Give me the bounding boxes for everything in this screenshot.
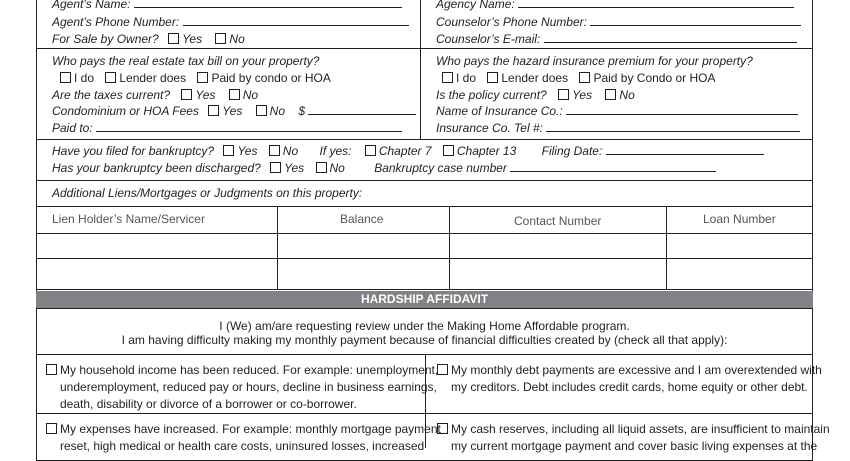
- fsbo-label: For Sale by Owner?: [52, 32, 159, 46]
- policy-no-checkbox[interactable]: [605, 89, 616, 100]
- bankruptcy-filed-row: [52, 144, 764, 158]
- insurance-company-field[interactable]: [566, 104, 798, 115]
- expenses-increased-checkbox[interactable]: [46, 423, 57, 434]
- liens-table-top: [36, 206, 813, 207]
- taxes-current-no-checkbox[interactable]: [229, 89, 240, 100]
- insurance-question: Who pays the hazard insurance premium for your property?: [436, 54, 753, 68]
- tax-lender-checkbox[interactable]: [105, 72, 116, 83]
- hoa-fees-row: [52, 104, 416, 118]
- hardship-title: HARDSHIP AFFIDAVIT: [360, 292, 489, 306]
- bankruptcy-filed-label: Have you filed for bankruptcy?: [52, 144, 215, 158]
- upper-divider: [420, 0, 421, 139]
- liens-header-balance: Balance: [340, 212, 384, 226]
- debt-line-2: my creditors. Debt includes credit cards, home equity or other debt.: [451, 380, 808, 394]
- hardship-item-income: [46, 362, 438, 413]
- expenses-line-2: reset, high medical or health care costs, uninsured losses, increased: [60, 439, 425, 453]
- tax-lender-label: Lender does: [119, 71, 187, 85]
- fsbo-yes-label: Yes: [182, 32, 203, 46]
- insurance-options-row: [442, 71, 716, 85]
- fsbo-row: [52, 32, 245, 46]
- bk-disch-no-label: No: [329, 161, 345, 175]
- tax-i-do-label: I do: [74, 71, 95, 85]
- policy-current-row: [436, 88, 635, 102]
- bk-filed-no-label: No: [282, 144, 299, 158]
- fsbo-no-label: No: [229, 32, 245, 46]
- liens-cell-r1-c1[interactable]: [37, 234, 277, 258]
- hardship-title-underline: [36, 308, 813, 309]
- bk-filed-yes-label: Yes: [237, 144, 258, 158]
- bk-filed-yes-checkbox[interactable]: [223, 145, 234, 156]
- paid-to-row: [52, 121, 402, 135]
- row-divider-2: [36, 139, 813, 140]
- bk-disch-no-checkbox[interactable]: [316, 162, 327, 173]
- chapter13-checkbox[interactable]: [443, 145, 454, 156]
- tax-i-do-checkbox[interactable]: [60, 72, 71, 83]
- fsbo-no-checkbox[interactable]: [215, 33, 226, 44]
- liens-header-lienholder: Lien Holder’s Name/Servicer: [52, 212, 205, 226]
- bankruptcy-discharged-row: [52, 161, 716, 175]
- liens-cell-r2-c4[interactable]: [667, 259, 812, 289]
- insurance-tel-row: [436, 121, 800, 135]
- tax-condo-label: Paid by condo or HOA: [211, 71, 331, 85]
- insurance-tel-label: Insurance Co. Tel #:: [436, 121, 543, 135]
- counselor-phone-label: Counselor’s Phone Number:: [436, 15, 587, 29]
- bk-disch-yes-checkbox[interactable]: [270, 162, 281, 173]
- liens-header-contact: Contact Number: [514, 214, 602, 228]
- tax-question: Who pays the real estate tax bill on your property?: [52, 54, 320, 68]
- paid-to-field[interactable]: [96, 121, 402, 132]
- fsbo-yes-checkbox[interactable]: [168, 33, 179, 44]
- hoa-no-checkbox[interactable]: [256, 105, 267, 116]
- chapter7-checkbox[interactable]: [365, 145, 376, 156]
- hoa-yes-checkbox[interactable]: [208, 105, 219, 116]
- liens-cell-r1-c4[interactable]: [667, 234, 812, 258]
- ins-lender-label: Lender does: [501, 71, 569, 85]
- case-number-label: Bankruptcy case number: [374, 161, 507, 175]
- agent-phone-row: [52, 15, 409, 29]
- insurance-company-label: Name of Insurance Co.:: [436, 104, 563, 118]
- bankruptcy-discharged-label: Has your bankruptcy been discharged?: [52, 161, 261, 175]
- agent-name-field[interactable]: [134, 0, 402, 8]
- income-line-1: My household income has been reduced. For example: unemployment,: [60, 363, 439, 377]
- hardship-item-debt: [437, 362, 822, 396]
- hardship-row-divider: [36, 413, 813, 414]
- cash-line-2: my current mortgage payment and cover basic living expenses at the: [451, 439, 818, 453]
- hoa-amount-field[interactable]: [308, 104, 416, 115]
- liens-cell-r2-c3[interactable]: [450, 259, 666, 289]
- agent-phone-label: Agent’s Phone Number:: [52, 15, 180, 29]
- hoa-dollar-sign: $: [298, 104, 306, 118]
- taxes-current-yes-checkbox[interactable]: [181, 89, 192, 100]
- tax-condo-checkbox[interactable]: [197, 72, 208, 83]
- ins-condo-label: Paid by Condo or HOA: [593, 71, 716, 85]
- agency-name-label: Agency Name:: [436, 0, 515, 11]
- counselor-email-field[interactable]: [544, 32, 797, 43]
- taxes-current-label: Are the taxes current?: [52, 88, 171, 102]
- hardship-item-expenses: [46, 421, 441, 455]
- liens-cell-r2-c2[interactable]: [278, 259, 449, 289]
- agent-name-row: [52, 0, 402, 11]
- liens-heading: Additional Liens/Mortgages or Judgments on this property:: [52, 186, 363, 200]
- chapter7-label: Chapter 7: [378, 144, 432, 158]
- liens-cell-r1-c3[interactable]: [450, 234, 666, 258]
- cash-insufficient-checkbox[interactable]: [437, 423, 448, 434]
- taxes-current-no-label: No: [242, 88, 259, 102]
- filing-date-label: Filing Date:: [541, 144, 603, 158]
- liens-header-loan: Loan Number: [703, 212, 776, 226]
- agent-name-label: Agent’s Name:: [52, 0, 131, 11]
- hardship-intro-1: I (We) am/are requesting review under the Making Home Affordable program.: [219, 319, 630, 333]
- agent-phone-field[interactable]: [183, 15, 409, 26]
- agency-name-row: [436, 0, 794, 11]
- debt-excessive-checkbox[interactable]: [437, 364, 448, 375]
- income-line-3: death, disability or divorce of a borrower or co-borrower.: [60, 397, 357, 411]
- policy-yes-label: Yes: [572, 88, 593, 102]
- bk-filed-no-checkbox[interactable]: [269, 145, 280, 156]
- liens-cell-r2-c1[interactable]: [37, 259, 277, 289]
- counselor-email-label: Counselor’s E-mail:: [436, 32, 541, 46]
- ins-i-do-checkbox[interactable]: [442, 72, 453, 83]
- upper-box-right-border: [812, 0, 813, 290]
- taxes-current-yes-label: Yes: [195, 88, 216, 102]
- ins-condo-checkbox[interactable]: [579, 72, 590, 83]
- liens-cell-r1-c2[interactable]: [278, 234, 449, 258]
- income-line-2: underemployment, reduced pay or hours, decline in business earnings,: [60, 380, 437, 394]
- taxes-current-row: [52, 88, 258, 102]
- counselor-email-row: [436, 32, 797, 46]
- hoa-no-label: No: [269, 104, 285, 118]
- ins-lender-checkbox[interactable]: [487, 72, 498, 83]
- debt-line-1: My monthly debt payments are excessive and I am overextended with: [451, 363, 822, 377]
- if-yes-label: If yes:: [319, 144, 352, 158]
- counselor-phone-field[interactable]: [590, 15, 801, 26]
- agency-name-field[interactable]: [518, 0, 794, 8]
- chapter13-label: Chapter 13: [456, 144, 517, 158]
- paid-to-label: Paid to:: [52, 121, 93, 135]
- policy-yes-checkbox[interactable]: [558, 89, 569, 100]
- case-number-field[interactable]: [510, 161, 716, 172]
- insurance-tel-field[interactable]: [546, 121, 800, 132]
- insurance-company-row: [436, 104, 798, 118]
- hardship-intro-2: I am having difficulty making my monthly payment because of financial difficulties created by (check all that apply):: [121, 333, 728, 347]
- row-divider-3: [36, 180, 813, 181]
- hoa-yes-label: Yes: [222, 104, 243, 118]
- counselor-phone-row: [436, 15, 801, 29]
- policy-no-label: No: [619, 88, 635, 102]
- income-reduced-checkbox[interactable]: [46, 364, 57, 375]
- bk-disch-yes-label: Yes: [284, 161, 305, 175]
- expenses-line-1: My expenses have increased. For example: monthly mortgage payment: [60, 422, 441, 436]
- hoa-fees-label: Condominium or HOA Fees: [52, 104, 199, 118]
- ins-i-do-label: I do: [456, 71, 477, 85]
- policy-current-label: Is the policy current?: [436, 88, 547, 102]
- cash-line-1: My cash reserves, including all liquid assets, are insufficient to maintain: [451, 422, 830, 436]
- hardship-item-cash: [437, 421, 830, 455]
- row-divider-1: [36, 48, 813, 49]
- filing-date-field[interactable]: [606, 144, 764, 155]
- tax-options-row: [60, 71, 331, 85]
